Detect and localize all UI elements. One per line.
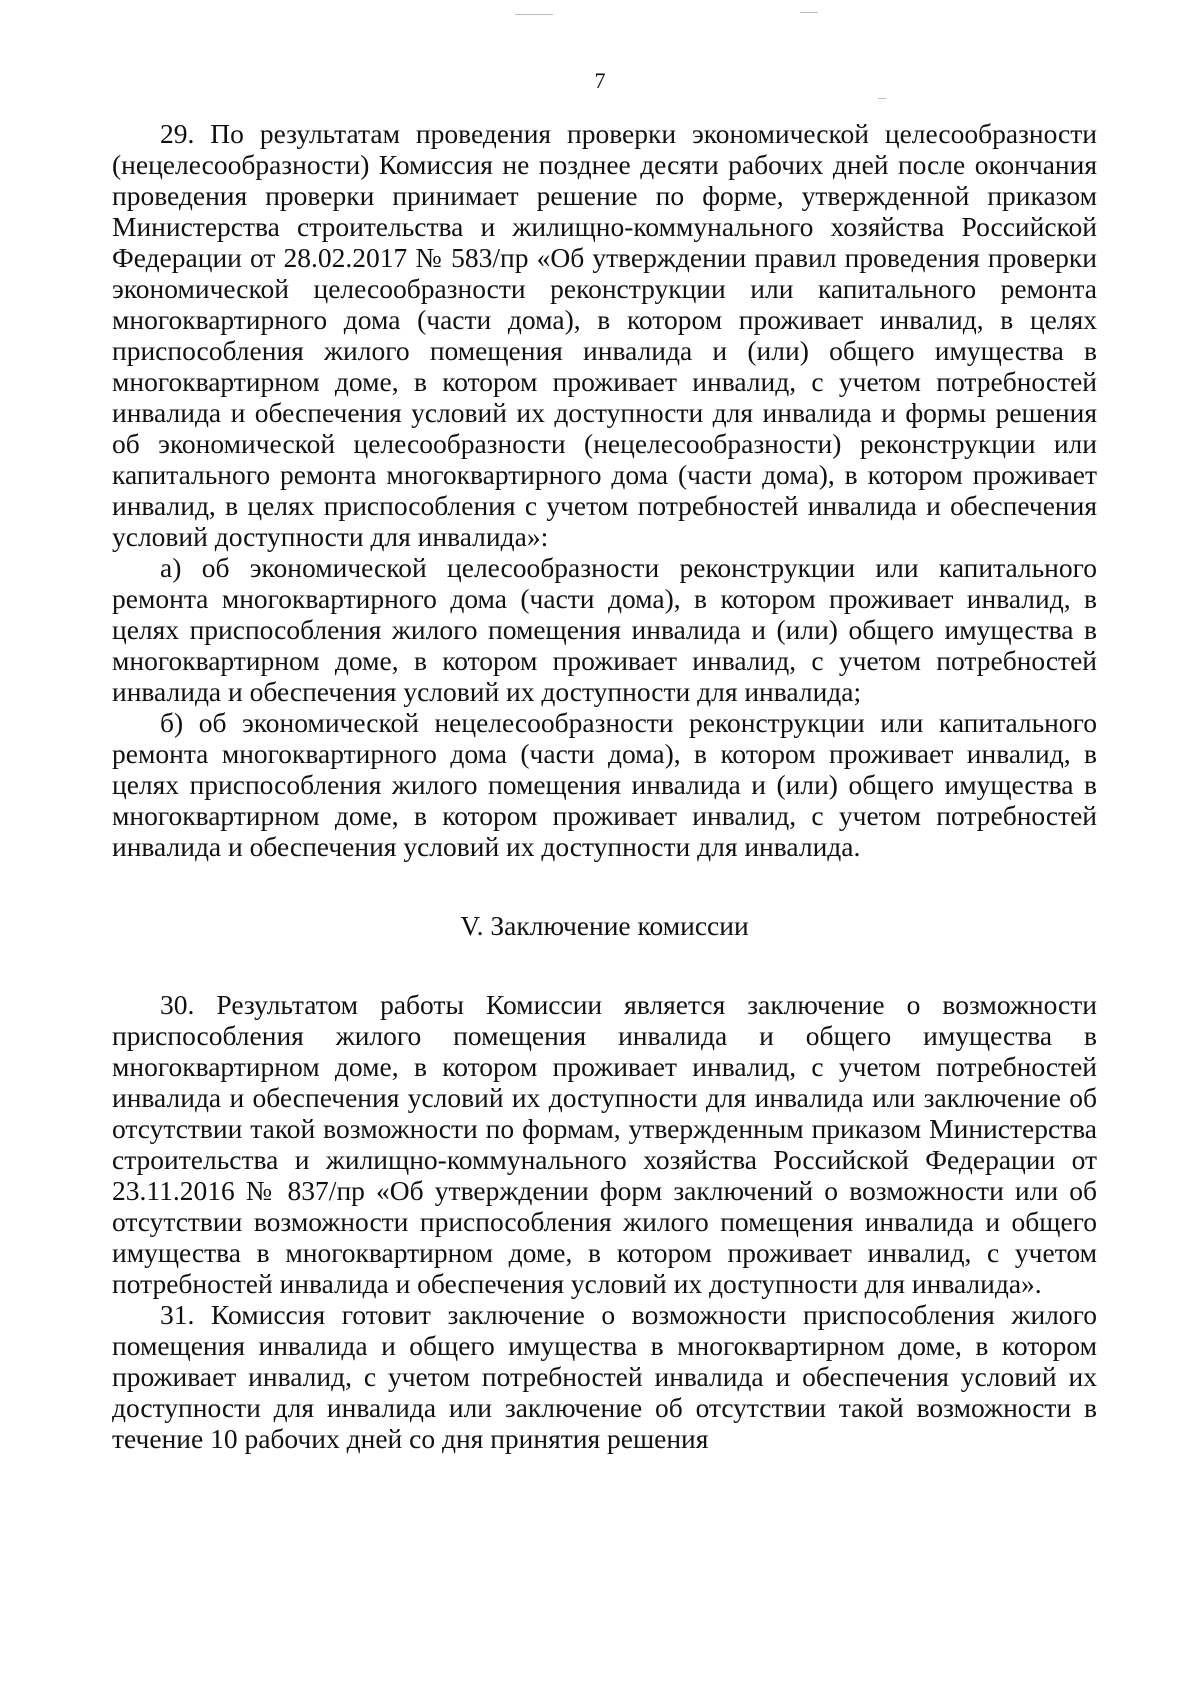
paragraph-29-b: б) об экономической нецелесообразности реконструкции или капитального ремонта многоквартирного дома (части дома), в котором проживает инвалид, в целях приспособления жилого помещения инвалида и (или) общего имущества в многоквартирном доме, в котором проживает инвалид, с учетом потребностей инвалида и обеспечения условий их доступности для инвалида. — [112, 707, 1097, 862]
paragraph-29: 29. По результатам проведения проверки экономической целесообразности (нецелесообразности) Комиссия не позднее десяти рабочих дней после окончания проведения проверки принимает решение по форме, утвержденной приказом Министерства строительства и жилищно-коммунального хозяйства Российской Федерации от 28.02.2017 № 583/пр «Об утверждении правил проведения проверки экономической целесообразности реконструкции или капитального ремонта многоквартирного дома (части дома), в котором проживает инвалид, в целях приспособления жилого помещения инвалида и (или) общего имущества в многоквартирном доме, в котором проживает инвалид, с учетом потребностей инвалида и обеспечения условий их доступности для инвалида и формы решения об экономической целесообразности (нецелесообразности) реконструкции или капитального ремонта многоквартирного дома (части дома), в котором проживает инвалид, в целях приспособления с учетом потребностей инвалида и обеспечения условий доступности для инвалида»: — [112, 118, 1097, 552]
page-number: 7 — [594, 68, 606, 93]
paragraph-31: 31. Комиссия готовит заключение о возможности приспособления жилого помещения инвалида и общего имущества в многоквартирном доме, в котором проживает инвалид, с учетом потребностей инвалида и обеспечения условий их доступности для инвалида или заключение об отсутствии такой возможности в течение 10 рабочих дней со дня принятия решения — [112, 1299, 1097, 1454]
section-heading: V. Заключение комиссии — [460, 910, 749, 941]
paragraph-30: 30. Результатом работы Комиссии является заключение о возможности приспособления жилого помещения инвалида и общего имущества в многоквартирном доме, в котором проживает инвалид, с учетом потребностей инвалида и обеспечения условий их доступности для инвалида или заключение об отсутствии такой возможности по формам, утвержденным приказом Министерства строительства и жилищно-коммунального хозяйства Российской Федерации от 23.11.2016 № 837/пр «Об утверждении форм заключений о возможности или об отсутствии возможности приспособления жилого помещения инвалида и общего имущества в многоквартирном доме, в котором проживает инвалид, с учетом потребностей инвалида и обеспечения условий их доступности для инвалида». — [112, 989, 1097, 1299]
document-body — [112, 118, 1097, 1454]
paragraph-29-a: а) об экономической целесообразности реконструкции или капитального ремонта многоквартирного дома (части дома), в котором проживает инвалид, в целях приспособления жилого помещения инвалида и (или) общего имущества в многоквартирном доме, в котором проживает инвалид, с учетом потребностей инвалида и обеспечения условий их доступности для инвалида; — [112, 552, 1097, 707]
